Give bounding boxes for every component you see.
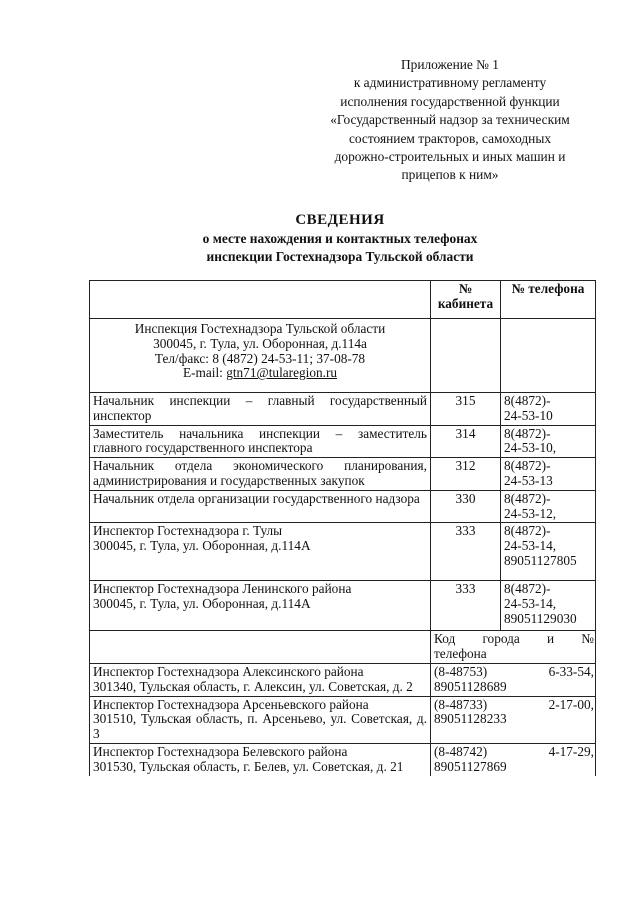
phone-cell [501, 458, 596, 491]
appendix-line: «Государственный надзор за техническим [330, 112, 570, 128]
phone-line: 24-53-14, [504, 596, 557, 612]
table-row [90, 523, 596, 581]
district-name: Инспектор Гостехнадзора Белевского района [93, 743, 348, 759]
district-address: 301340, Тульская область, г. Алексин, ул. Советская, д. 2 [93, 678, 413, 694]
contacts-table [89, 280, 596, 776]
position-line: Инспектор Гостехнадзора Ленинского района [93, 581, 352, 597]
phone-line: 24-53-10 [504, 407, 553, 423]
district-phone-line [434, 745, 594, 760]
position-line: 300045, г. Тула, ул. Оборонная, д.114А [93, 596, 311, 612]
inspection-address: 300045, г. Тула, ул. Оборонная, д.114а [153, 335, 367, 351]
district-phone: 2-17-00, [548, 696, 594, 712]
appendix-line: Приложение № 1 [400, 57, 500, 72]
appendix-line: прицепов к ним» [401, 167, 499, 183]
phone-line: 8(4872)- [504, 458, 551, 474]
district-mobile: 89051128689 [434, 678, 507, 694]
office-cell: 330 [431, 490, 501, 523]
position-cell [90, 523, 431, 581]
title-subtitle-2: инспекции Гостехнадзора Тульской области [206, 249, 474, 264]
district-phone-cell [431, 743, 596, 775]
inspection-name: Инспекция Гостехнадзора Тульской области [134, 321, 386, 336]
district-mobile: 89051127869 [434, 758, 507, 774]
district-header-cell [431, 631, 596, 664]
phone-cell [501, 393, 596, 426]
table-row [90, 425, 596, 458]
table-row [90, 393, 596, 426]
phone-line: 24-53-13 [504, 472, 553, 488]
header-word: № [581, 631, 594, 647]
phone-line: 8(4872)- [504, 523, 551, 539]
email-label: E-mail: [182, 365, 223, 381]
header-phone-label: № телефона [511, 281, 585, 296]
district-name: Инспектор Гостехнадзора Арсеньевского района [93, 696, 369, 712]
appendix-header [300, 56, 600, 185]
appendix-line: к административному регламенту [353, 75, 547, 91]
table-row [90, 458, 596, 491]
header-word: и [546, 631, 555, 647]
district-code: (8-48742) [434, 743, 488, 759]
header-phone-cell [501, 281, 596, 319]
position-cell: Начальник инспекции – главный государственный инспектор [90, 393, 431, 426]
district-address: 301510, Тульская область, п. Арсеньево, ул. Советская, д. 3 [93, 711, 427, 742]
inspection-phone-cell [501, 319, 596, 393]
district-row [90, 696, 596, 743]
document-title [90, 210, 590, 266]
phone-line: 8(4872)- [504, 393, 551, 408]
district-header-line1 [434, 632, 594, 647]
phone-line: 24-53-12, [504, 505, 557, 521]
title-main: СВЕДЕНИЯ [295, 212, 385, 228]
district-code: (8-48753) [434, 663, 488, 679]
district-phone: 6-33-54, [548, 663, 594, 679]
phone-line: 89051127805 [504, 552, 577, 568]
phone-line: 8(4872)- [504, 425, 551, 441]
district-code: (8-48733) [434, 696, 488, 712]
inspection-email-line [93, 366, 427, 381]
office-cell: 312 [431, 458, 501, 491]
table-row [90, 581, 596, 631]
district-name: Инспектор Гостехнадзора Алексинского района [93, 663, 364, 679]
phone-line: 89051129030 [504, 610, 577, 626]
district-header-row [90, 631, 596, 664]
header-office-cell [431, 281, 501, 319]
table-header-row [90, 281, 596, 319]
inspection-telfax: Тел/факс: 8 (4872) 24-53-11; 37-08-78 [154, 350, 366, 366]
phone-line: 24-53-14, [504, 538, 557, 554]
district-mobile: 89051128233 [434, 711, 507, 727]
office-cell: 315 [431, 393, 501, 426]
inspection-row [90, 319, 596, 393]
header-office-line1: № [458, 281, 473, 296]
position-cell: Начальник отдела экономического планирования, администрирования и государственных закупок [90, 458, 431, 491]
district-phone: 4-17-29, [548, 743, 594, 759]
position-line: Инспектор Гостехнадзора г. Тулы [93, 523, 283, 539]
appendix-line: дорожно-строительных и иных машин и [334, 149, 566, 165]
office-cell: 333 [431, 581, 501, 631]
district-phone-line [434, 698, 594, 713]
district-phone-cell [431, 663, 596, 696]
district-info-cell [90, 696, 431, 743]
inspection-office-cell [431, 319, 501, 393]
district-phone-cell [431, 696, 596, 743]
inspection-info-cell [90, 319, 431, 393]
position-cell: Заместитель начальника инспекции – заместитель главного государственного инспектора [90, 425, 431, 458]
district-phone-line [434, 665, 594, 680]
phone-line: 24-53-10, [504, 440, 557, 456]
district-row [90, 743, 596, 775]
email-link[interactable]: gtn71@tularegion.ru [226, 365, 338, 381]
appendix-line: исполнения государственной функции [340, 93, 560, 109]
table-row [90, 490, 596, 523]
phone-cell [501, 490, 596, 523]
office-cell: 314 [431, 425, 501, 458]
district-row [90, 663, 596, 696]
position-line: 300045, г. Тула, ул. Оборонная, д.114А [93, 538, 311, 554]
office-cell: 333 [431, 523, 501, 581]
position-cell: Начальник отдела организации государственного надзора [90, 490, 431, 523]
appendix-line: состоянием тракторов, самоходных [348, 130, 552, 146]
district-header-line2: телефона [434, 646, 487, 662]
title-subtitle-1: о месте нахождения и контактных телефонах [202, 231, 478, 246]
district-info-cell [90, 663, 431, 696]
district-header-empty-cell [90, 631, 431, 664]
phone-cell [501, 523, 596, 581]
header-word: города [482, 631, 520, 647]
phone-cell [501, 425, 596, 458]
district-info-cell [90, 743, 431, 775]
district-address: 301530, Тульская область, г. Белев, ул. Советская, д. 21 [93, 758, 404, 774]
phone-cell [501, 581, 596, 631]
header-office-line2: кабинета [437, 295, 494, 311]
phone-line: 8(4872)- [504, 490, 551, 506]
phone-line: 8(4872)- [504, 581, 551, 597]
header-word: Код [434, 631, 456, 647]
position-cell [90, 581, 431, 631]
header-empty-cell [90, 281, 431, 319]
